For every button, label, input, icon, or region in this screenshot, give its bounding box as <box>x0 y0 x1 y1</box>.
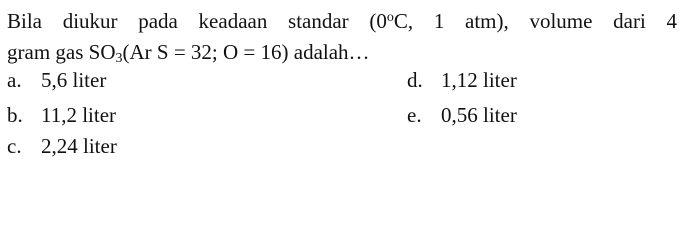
choice-text: 11,2 liter <box>41 103 117 127</box>
choice-b[interactable] <box>7 102 116 128</box>
choice-c[interactable] <box>7 133 117 159</box>
choice-letter: b. <box>7 103 23 127</box>
question-text <box>7 6 677 68</box>
question-line-2-prefix: gram gas SO <box>7 40 116 64</box>
choice-letter: d. <box>407 68 423 92</box>
question-line-1-prefix: Bila diukur pada keadaan standar (0 <box>7 9 387 33</box>
choice-text: 0,56 liter <box>441 103 517 127</box>
choice-d[interactable] <box>407 67 517 93</box>
choice-text: 1,12 liter <box>441 68 517 92</box>
formula-subscript: 3 <box>115 51 123 66</box>
question-line-1 <box>7 6 677 37</box>
question-line-2 <box>7 37 677 68</box>
degree-sign: o <box>386 10 394 25</box>
choice-a[interactable] <box>7 67 106 93</box>
choice-letter: c. <box>7 134 22 158</box>
choice-text: 2,24 liter <box>41 134 117 158</box>
choice-text: 5,6 liter <box>41 68 107 92</box>
choice-letter: e. <box>407 103 422 127</box>
question-line-1-suffix: C, 1 atm), volume dari 4 <box>393 9 677 33</box>
choice-e[interactable] <box>407 102 517 128</box>
choice-letter: a. <box>7 68 22 92</box>
question-line-2-suffix: (Ar S = 32; O = 16) adalah… <box>122 40 370 64</box>
